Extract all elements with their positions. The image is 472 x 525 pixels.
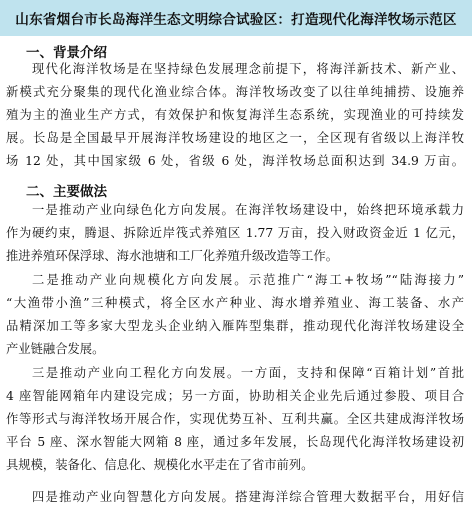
paragraph-line: 4 座智能网箱年内建设完成；另一方面，协助相关企业先后通过参股、项目合 (6, 389, 464, 403)
paragraph-line: 现代化海洋牧场是在坚持绿色发展理念前提下，将海洋新技术、新产业、 (32, 62, 464, 76)
paragraph-line: 四是推动产业向智慧化方向发展。搭建海洋综合管理大数据平台，用好信 (32, 490, 464, 504)
paragraph-line: 品精深加工等多家大型龙头企业纳入雁阵型集群，推动现代化海洋牧场建设全 (6, 319, 464, 333)
paragraph-line: 三是推动产业向工程化方向发展。一方面，支持和保障“百箱计划”首批 (32, 366, 464, 380)
paragraph-line: 展。长岛是全国最早开展海洋牧场建设的地区之一，全区现有省级以上海洋牧 (6, 131, 464, 145)
paragraph-line: 具规模，装备化、信息化、规模化水平走在了省市前列。 (6, 458, 314, 472)
section-heading-practices: 二、主要做法 (26, 184, 107, 200)
section-heading-background: 一、背景介绍 (26, 45, 107, 61)
document-title: 山东省烟台市长岛海洋生态文明综合试验区：打造现代化海洋牧场示范区 (15, 12, 457, 28)
paragraph-line: 作为硬约束，腾退、拆除近岸筏式养殖区 1.77 万亩，投入财政资金近 1 亿元， (6, 226, 464, 240)
paragraph-line: 新模式充分聚集的现代化渔业综合体。海洋牧场改变了以往单纯捕捞、设施养 (6, 85, 464, 99)
paragraph-line: 平台 5 座、深水智能大网箱 8 座，通过多年发展，长岛现代化海洋牧场建设初 (6, 435, 464, 449)
paragraph-line: 场 12 处，其中国家级 6 处，省级 6 处，海洋牧场总面积达到 34.9 万亩。 (6, 154, 464, 168)
title-banner (0, 0, 472, 36)
paragraph-line: 推进养殖环保浮球、海水池塘和工厂化养殖升级改造等工作。 (6, 249, 339, 263)
paragraph-line: 二是推动产业向规模化方向发展。示范推广“海工+牧场”“陆海接力” (32, 273, 464, 287)
paragraph-line: 一是推动产业向绿色化方向发展。在海洋牧场建设中，始终把环境承载力 (32, 203, 464, 217)
paragraph-line: 作等形式与海洋牧场开展合作，实现优势互补、互利共赢。全区共建成海洋牧场 (6, 412, 464, 426)
paragraph-line: 产业链融合发展。 (6, 342, 105, 356)
paragraph-line: “大渔带小渔”三种模式，将全区水产种业、海水增养殖业、海工装备、水产 (6, 296, 464, 310)
paragraph-line: 殖为主的渔业生产方式，有效保护和恢复海洋生态系统，实现渔业的可持续发 (6, 108, 464, 122)
